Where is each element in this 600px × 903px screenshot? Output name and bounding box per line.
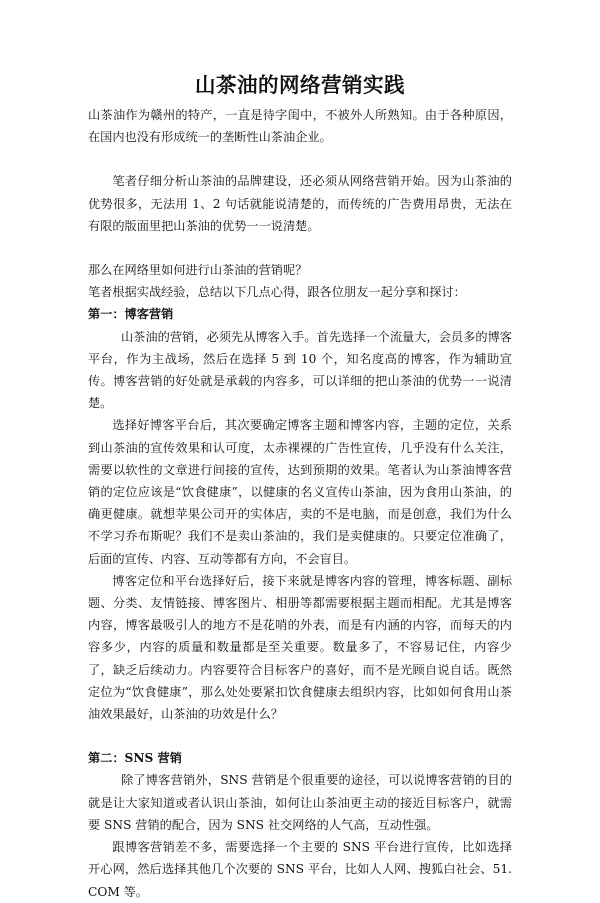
- blog-paragraph-3: 博客定位和平台选择好后，接下来就是博客内容的管理，博客标题、副标题、分类、友情链接、博客图片、相册等都需要根据主题而相配。尤其是博客内容，博客最吸引人的地方不是花哨的外表，而是有内涵的内容，而每天的内容多少，内容的质量和数量都是至关重要。数量多了，不容易记住，内容少了，缺乏后续动力。内容要符合目标客户的喜好，而不是光顾自说自话。既然定位为“饮食健康”，那么处处要紧扣饮食健康去组织内容，比如如何食用山茶油效果最好，山茶油的功效是什么？: [88, 573, 512, 722]
- intro-paragraph-2: 笔者仔细分析山茶油的品牌建设，还必须从网络营销开始。因为山茶油的优势很多，无法用 1、2 句话就能说清楚的，而传统的广告费用昂贵，无法在有限的版面里把山茶油的优势一一说清楚。: [88, 174, 512, 233]
- section-heading-sns: 第二：SNS 营销: [88, 751, 182, 766]
- spacer: [88, 148, 512, 170]
- sns-paragraph-2: 跟博客营销差不多，需要选择一个主要的 SNS 平台进行宣传，比如选择开心网，然后选择其他几个次要的 SNS 平台，比如人人网、搜狐白社会、51.COM 等。: [88, 840, 512, 899]
- page-title: 山茶油的网络营销实践: [195, 73, 405, 97]
- intro-question: 那么在网络里如何进行山茶油的营销呢？: [88, 263, 308, 278]
- section-heading-blog: 第一：博客营销: [88, 307, 174, 322]
- blog-paragraph-1: 山茶油的营销，必须先从博客入手。首先选择一个流量大，会员多的博客平台，作为主战场，然后在选择 5 到 10 个，知名度高的博客，作为辅助宣传。博客营销的好处就是承载的内容多，可以详细的把山茶油的优势一一说清楚。: [88, 329, 512, 411]
- intro-paragraph-1: 山茶油作为赣州的特产，一直是待字闺中，不被外人所熟知。由于各种原因，在国内也没有形成统一的垄断性山茶油企业。: [88, 108, 512, 145]
- intro-summary: 笔者根据实战经验，总结以下几点心得，跟各位朋友一起分享和探讨：: [88, 285, 466, 300]
- sns-paragraph-1: 除了博客营销外，SNS 营销是个很重要的途径，可以说博客营销的目的就是让大家知道或者认识山茶油，如何让山茶油更主动的接近目标客户，就需要 SNS 营销的配合，因为 SNS 社交网络的人气高，互动性强。: [88, 773, 512, 832]
- spacer: [88, 725, 512, 747]
- spacer: [88, 237, 512, 259]
- blog-paragraph-2: 选择好博客平台后，其次要确定博客主题和博客内容，主题的定位，关系到山茶油的宣传效果和认可度，太赤裸裸的广告性宣传，几乎没有什么关注，需要以软性的文章进行间接的宣传，达到预期的效果。笔者认为山茶油博客营销的定位应该是“饮食健康”，以健康的名义宣传山茶油，因为食用山茶油，的确更健康。就想苹果公司开的实体店，卖的不是电脑，而是创意，我们为什么不学习乔布斯呢？我们不是卖山茶油的，我们是卖健康的。只要定位准确了，后面的宣传、内容、互动等都有方向，不会盲目。: [88, 418, 512, 566]
